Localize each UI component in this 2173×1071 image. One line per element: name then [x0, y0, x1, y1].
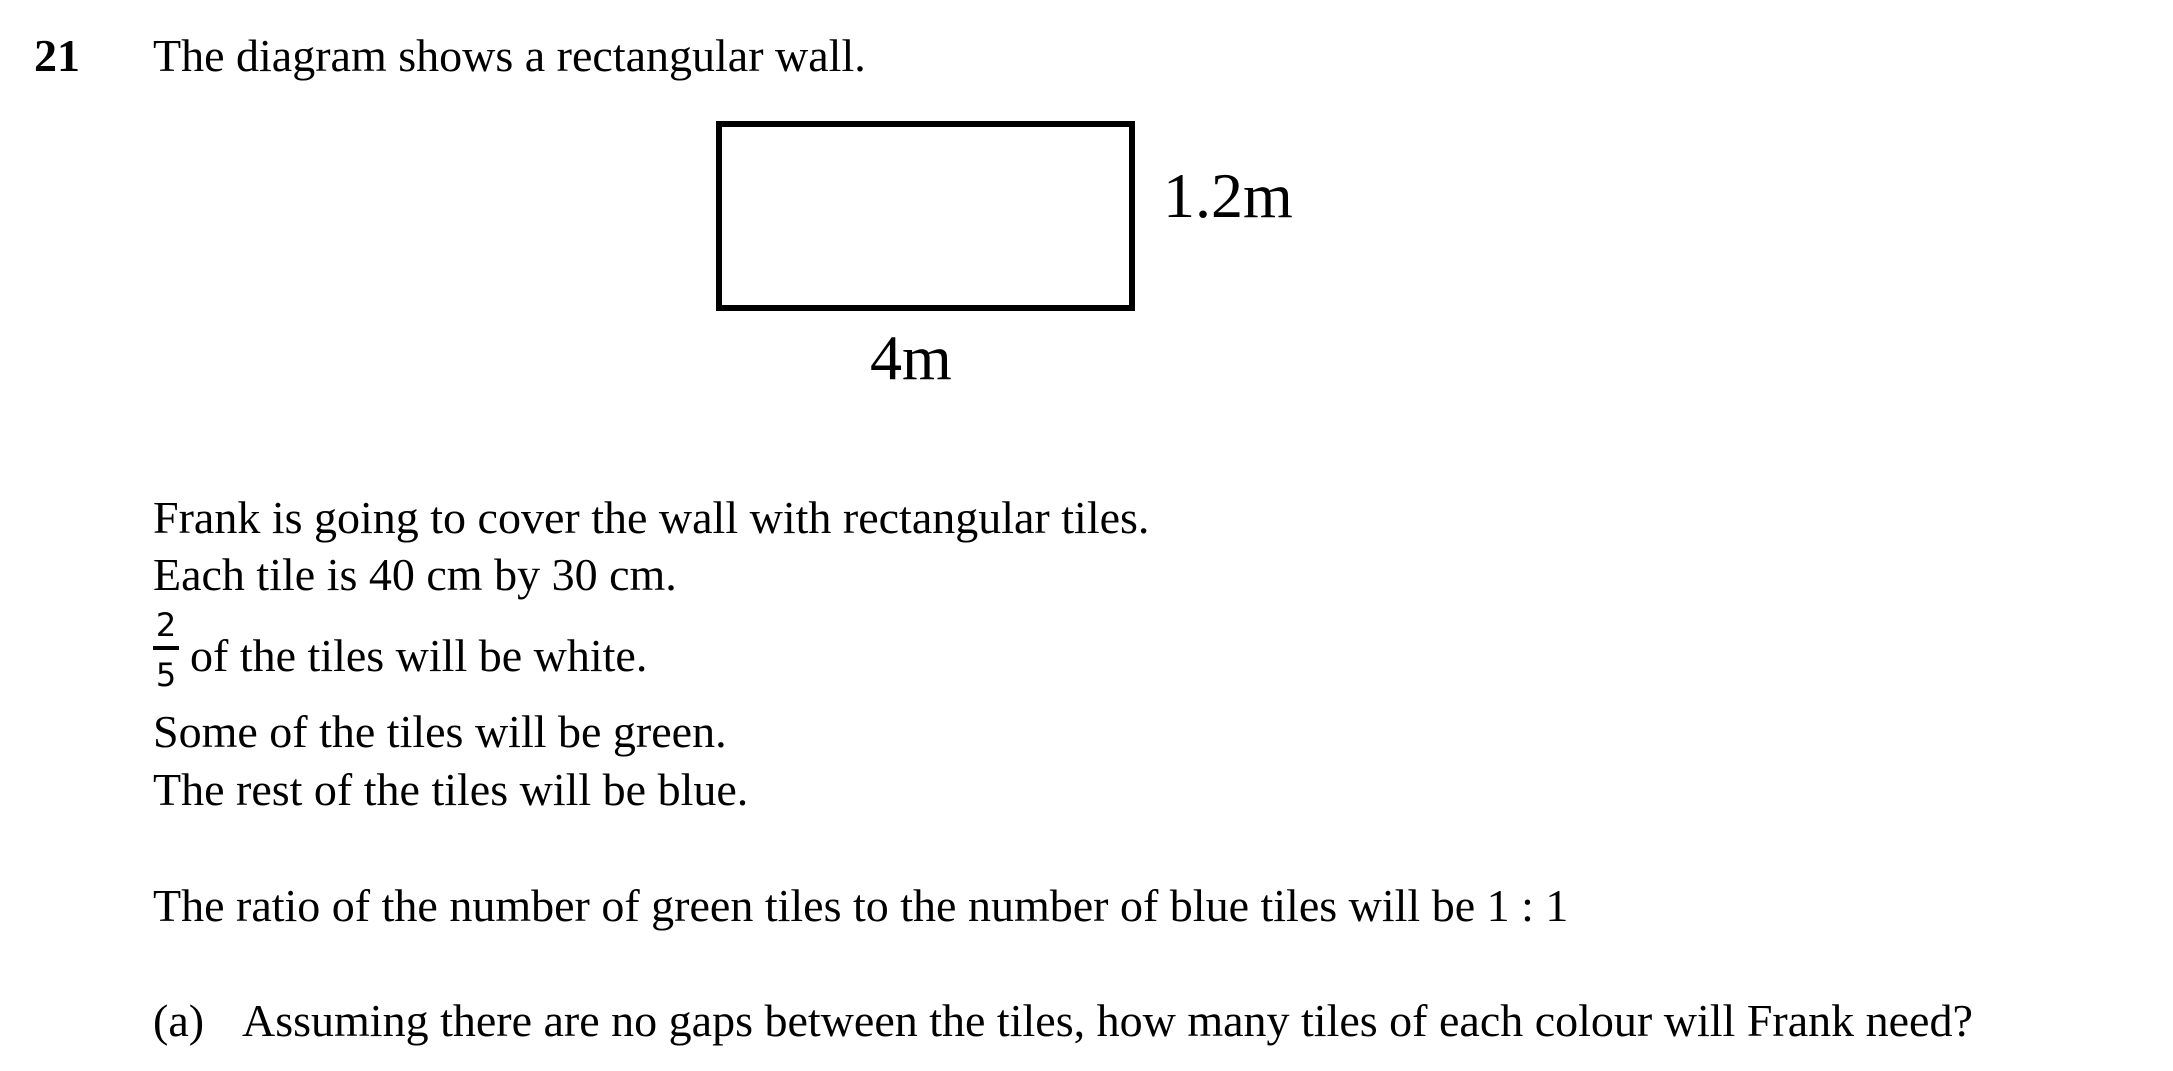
tile-size-text: Each tile is 40 cm by 30 cm.	[153, 549, 677, 600]
question-intro: The diagram shows a rectangular wall.	[153, 30, 866, 81]
wall-width-label: 4m	[870, 322, 952, 393]
blue-tiles-text: The rest of the tiles will be blue.	[153, 764, 749, 815]
fraction-numerator: 2	[155, 606, 177, 644]
two-fifths-fraction	[153, 606, 179, 694]
part-a-question: Assuming there are no gaps between the tiles, how many tiles of each colour will Frank need?	[242, 995, 1973, 1046]
ratio-text: The ratio of the number of green tiles to the number of blue tiles will be 1 : 1	[153, 880, 1569, 931]
white-tiles-text: of the tiles will be white.	[190, 630, 648, 681]
part-a-label: (a)	[153, 995, 205, 1046]
wall-rectangle-diagram	[0, 0, 2173, 420]
wall-rectangle	[719, 124, 1132, 308]
fraction-denominator: 5	[155, 656, 177, 694]
wall-height-label: 1.2m	[1163, 160, 1293, 231]
green-tiles-text: Some of the tiles will be green.	[153, 706, 727, 757]
fraction-bar	[153, 646, 179, 650]
question-number: 21	[34, 30, 80, 81]
tiles-cover-text: Frank is going to cover the wall with rectangular tiles.	[153, 492, 1150, 543]
